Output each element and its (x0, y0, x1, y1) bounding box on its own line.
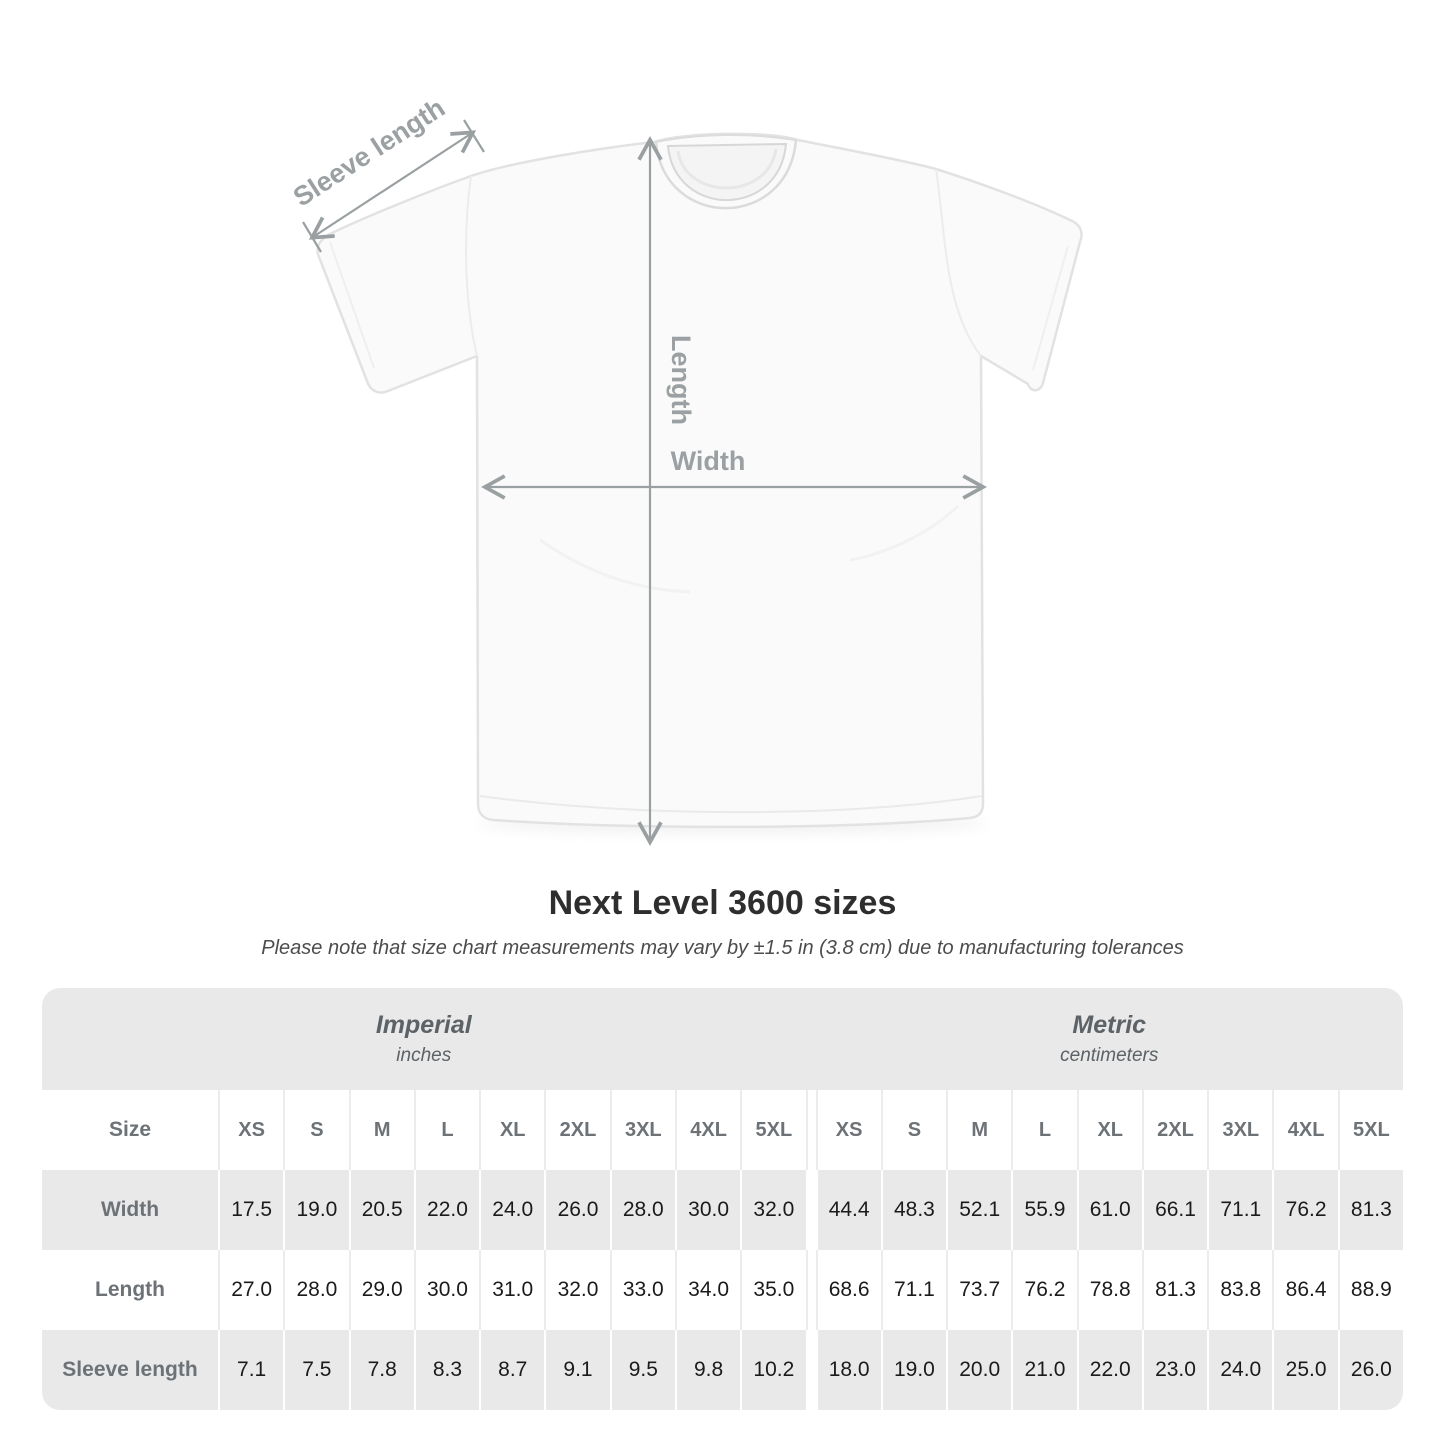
table-cell: 24.0 (1207, 1330, 1272, 1410)
size-header-label: Size (108, 1118, 152, 1141)
size-col-header: 5XL (740, 1090, 805, 1170)
table-cell: 18.0 (816, 1330, 881, 1410)
units-header-row (42, 988, 1403, 1090)
table-cell: 33.0 (610, 1250, 675, 1330)
table-cell: 32.0 (740, 1170, 805, 1250)
table-cell: 20.5 (349, 1170, 414, 1250)
tolerance-note: Please note that size chart measurements may vary by ±1.5 in (3.8 cm) due to manufacturing tolerances (261, 937, 1184, 959)
table-cell: 19.0 (881, 1330, 946, 1410)
table-cell: 7.8 (349, 1330, 414, 1410)
metric-label: Metric (1072, 1011, 1147, 1039)
table-cell: 21.0 (1011, 1330, 1076, 1410)
table-cell: 22.0 (1077, 1330, 1142, 1410)
sleeve-length-tick-start (303, 222, 321, 252)
heading-block (0, 884, 1445, 960)
table-cell: 17.5 (218, 1170, 283, 1250)
table-cell: 76.2 (1272, 1170, 1337, 1250)
page-title: Next Level 3600 sizes (548, 884, 897, 922)
table-cell: 10.2 (740, 1330, 805, 1410)
table-cell: 9.5 (610, 1330, 675, 1410)
width-row (42, 1170, 1403, 1250)
table-cell: 35.0 (740, 1250, 805, 1330)
size-col-header: L (414, 1090, 479, 1170)
table-cell: 26.0 (1338, 1330, 1403, 1410)
table-cell: 76.2 (1011, 1250, 1076, 1330)
table-cell: 78.8 (1077, 1250, 1142, 1330)
table-cell: 20.0 (946, 1330, 1011, 1410)
section-spacer (806, 1330, 816, 1410)
table-cell: 7.5 (283, 1330, 348, 1410)
imperial-unit: inches (396, 1045, 452, 1066)
imperial-label: Imperial (375, 1011, 472, 1039)
size-col-header: S (283, 1090, 348, 1170)
table-cell: 24.0 (479, 1170, 544, 1250)
table-cell: 19.0 (283, 1170, 348, 1250)
row-label: Width (42, 1170, 218, 1250)
table-cell: 86.4 (1272, 1250, 1337, 1330)
sleeve-length-row (42, 1330, 1403, 1410)
section-spacer (806, 1090, 816, 1170)
table-cell: 8.3 (414, 1330, 479, 1410)
size-col-header: M (946, 1090, 1011, 1170)
table-cell: 9.1 (544, 1330, 609, 1410)
size-col-header: XS (218, 1090, 283, 1170)
size-col-header: 2XL (544, 1090, 609, 1170)
table-cell: 34.0 (675, 1250, 740, 1330)
size-header-row (42, 1090, 1403, 1170)
tshirt-outline (317, 134, 1081, 827)
table-cell: 88.9 (1338, 1250, 1403, 1330)
table-cell: 81.3 (1142, 1250, 1207, 1330)
table-cell: 26.0 (544, 1170, 609, 1250)
imperial-section-header (42, 988, 806, 1090)
size-col-header: M (349, 1090, 414, 1170)
table-cell: 8.7 (479, 1330, 544, 1410)
size-col-header: 3XL (1207, 1090, 1272, 1170)
size-col-header: L (1011, 1090, 1076, 1170)
table-cell: 81.3 (1338, 1170, 1403, 1250)
length-dimension-label: Length (666, 335, 696, 425)
table-cell: 66.1 (1142, 1170, 1207, 1250)
table-cell: 9.8 (675, 1330, 740, 1410)
row-label: Length (95, 1278, 165, 1301)
table-cell: 71.1 (1207, 1170, 1272, 1250)
length-row (42, 1250, 1403, 1330)
table-cell: 23.0 (1142, 1330, 1207, 1410)
size-col-header: XS (816, 1090, 881, 1170)
table-cell: 22.0 (414, 1170, 479, 1250)
table-cell: 71.1 (881, 1250, 946, 1330)
table-cell: 48.3 (881, 1170, 946, 1250)
section-spacer (806, 1170, 816, 1250)
table-cell: 28.0 (283, 1250, 348, 1330)
metric-unit: centimeters (1060, 1045, 1159, 1066)
table-cell: 27.0 (218, 1250, 283, 1330)
size-col-header: 3XL (610, 1090, 675, 1170)
table-cell: 52.1 (946, 1170, 1011, 1250)
table-cell: 73.7 (946, 1250, 1011, 1330)
table-cell: 44.4 (816, 1170, 881, 1250)
size-col-header: 2XL (1142, 1090, 1207, 1170)
size-col-header: 4XL (675, 1090, 740, 1170)
metric-section-header (816, 988, 1404, 1090)
row-label: Sleeve length (42, 1330, 218, 1410)
size-col-header: S (881, 1090, 946, 1170)
table-cell: 28.0 (610, 1170, 675, 1250)
table-cell: 29.0 (349, 1250, 414, 1330)
table-cell: 7.1 (218, 1330, 283, 1410)
size-col-header: XL (479, 1090, 544, 1170)
table-cell: 32.0 (544, 1250, 609, 1330)
table-cell: 83.8 (1207, 1250, 1272, 1330)
width-dimension-label: Width (670, 446, 746, 476)
size-col-header: XL (1077, 1090, 1142, 1170)
section-spacer (806, 1250, 816, 1330)
table-cell: 61.0 (1077, 1170, 1142, 1250)
table-cell: 30.0 (675, 1170, 740, 1250)
size-col-header: 4XL (1272, 1090, 1337, 1170)
table-cell: 30.0 (414, 1250, 479, 1330)
size-table (42, 988, 1403, 1410)
table-cell: 68.6 (816, 1250, 881, 1330)
table-cell: 31.0 (479, 1250, 544, 1330)
table-cell: 25.0 (1272, 1330, 1337, 1410)
size-col-header: 5XL (1338, 1090, 1403, 1170)
table-cell: 55.9 (1011, 1170, 1076, 1250)
sleeve-length-dimension-label: Sleeve length (287, 92, 451, 213)
